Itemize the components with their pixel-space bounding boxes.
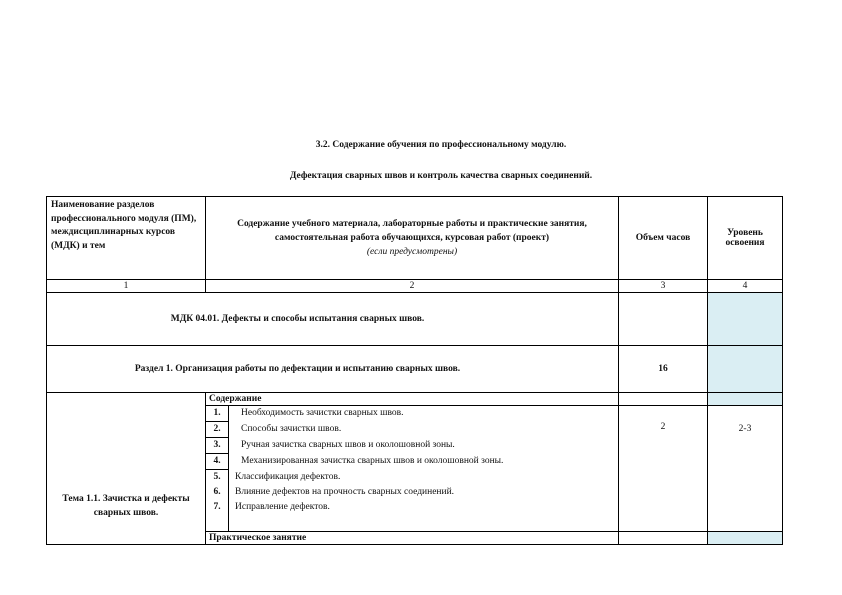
list-item [206, 470, 618, 486]
content-label-hours [619, 393, 708, 406]
column-number: 3 [619, 280, 708, 293]
item-text: Ручная зачистка сварных швов и околошовной зоны. [241, 440, 455, 450]
mdk-hours [619, 293, 708, 346]
list-item [206, 454, 618, 470]
header-col-level: Уровень освоения [708, 197, 783, 280]
topic-title: Тема 1.1. Зачистка и дефекты сварных швов. [47, 393, 206, 545]
topic-hours: 2 [619, 406, 708, 532]
item-number: 3. [206, 438, 229, 454]
header-row [47, 197, 783, 280]
mdk-level [708, 293, 783, 346]
item-number: 6. [206, 485, 229, 500]
mdk-title: МДК 04.01. Дефекты и способы испытания сварных швов. [47, 293, 619, 346]
item-text: Способы зачистки швов. [241, 424, 342, 434]
item-number: 4. [206, 454, 229, 470]
practice-label: Практическое занятие [206, 532, 619, 545]
section-hours: 16 [619, 346, 708, 393]
header-col-hours: Объем часов [619, 197, 708, 280]
content-label-level [708, 393, 783, 406]
item-number: 2. [206, 422, 229, 438]
list-item [206, 438, 618, 454]
header-col-sections: Наименование разделов профессионального модуля (ПМ), междисциплинарных курсов (МДК) и тем [47, 197, 206, 280]
module-title: Дефектация сварных швов и контроль качества сварных соединений. [289, 171, 593, 181]
topic-content-label-row [47, 393, 783, 406]
mdk-row [47, 293, 783, 346]
section-row [47, 346, 783, 393]
content-table [46, 196, 783, 545]
item-text: Исправление дефектов. [235, 502, 330, 512]
list-item [206, 500, 618, 515]
content-items-list [206, 406, 618, 531]
item-number: 7. [206, 500, 229, 515]
section-heading: 3.2. Содержание обучения по профессиональному модулю. [315, 140, 567, 150]
practice-level [708, 532, 783, 545]
practice-hours [619, 532, 708, 545]
content-label: Содержание [206, 393, 619, 406]
list-item [206, 406, 618, 422]
column-numbers-row [47, 280, 783, 293]
item-text: Влияние дефектов на прочность сварных соединений. [235, 487, 455, 497]
header-col-content [206, 197, 619, 280]
column-number: 4 [708, 280, 783, 293]
item-text: Необходимость зачистки сварных швов. [241, 408, 404, 419]
topic-level: 2-3 [708, 406, 783, 532]
item-text: Механизированная зачистка сварных швов и околошовной зоны. [241, 456, 504, 466]
section-title: Раздел 1. Организация работы по дефектации и испытанию сварных швов. [47, 346, 619, 393]
list-item [206, 485, 618, 500]
header-col-content-note: (если предусмотрены) [366, 247, 458, 257]
column-number: 2 [206, 280, 619, 293]
section-level [708, 346, 783, 393]
item-number: 1. [206, 406, 229, 422]
item-number: 5. [206, 470, 229, 486]
list-item [206, 422, 618, 438]
column-number: 1 [47, 280, 206, 293]
header-col-content-text: Содержание учебного материала, лабораторные работы и практические занятия, самостоятельная работа обучающихся, курсовая работ (проект) [237, 219, 587, 243]
content-items-cell [206, 406, 619, 532]
item-text: Классификация дефектов. [235, 471, 341, 482]
